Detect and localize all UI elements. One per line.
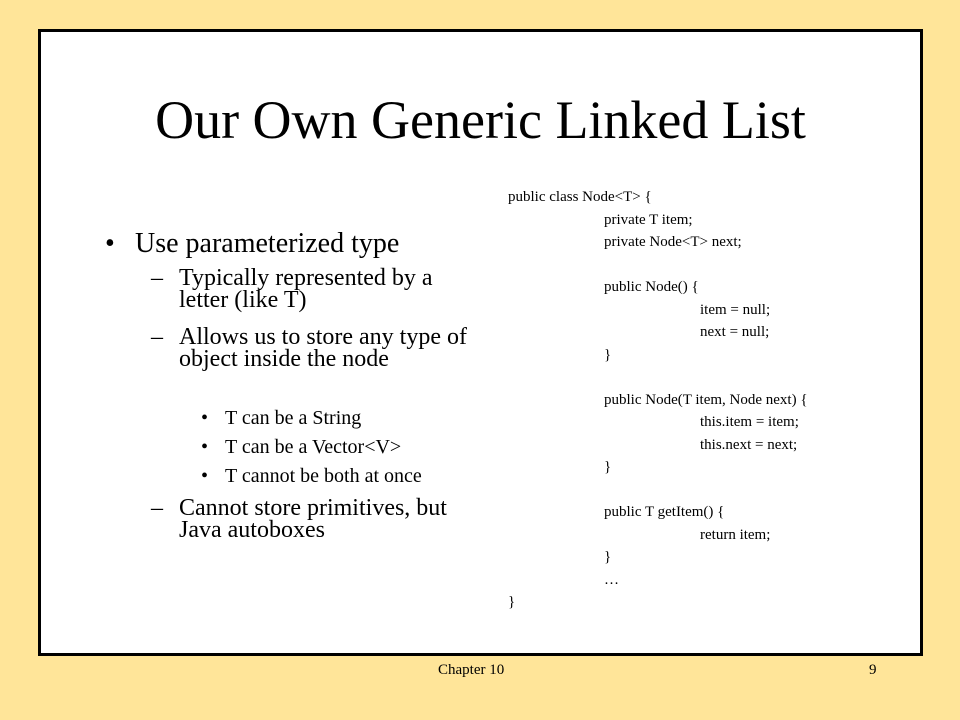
sub-bullet-1-text: Typically represented by a letter (like T) xyxy=(179,265,433,313)
subsub-bullet-3-text: T cannot be both at once xyxy=(225,465,422,487)
subsub-bullet-2-text: T can be a Vector<V> xyxy=(225,436,402,458)
dash-marker: – xyxy=(151,265,163,291)
code-line: } xyxy=(604,459,612,475)
code-line: private Node<T> next; xyxy=(604,234,742,250)
code-line: private T item; xyxy=(604,211,693,228)
code-line xyxy=(508,366,808,389)
code-line xyxy=(508,479,808,502)
sub-bullet-3-text: Cannot store primitives, but Java autoboxes xyxy=(179,495,447,543)
code-line: this.next = next; xyxy=(700,436,798,453)
slide-panel xyxy=(38,29,923,656)
code-line: … xyxy=(604,571,619,588)
slide-title: Our Own Generic Linked List xyxy=(155,90,806,150)
code-line xyxy=(508,254,808,277)
code-line: return item; xyxy=(700,526,771,543)
bullet-main-text: Use parameterized type xyxy=(135,228,400,259)
code-line: next = null; xyxy=(700,324,770,340)
code-line: } xyxy=(508,594,516,610)
footer-page-number: 9 xyxy=(869,662,877,678)
code-block xyxy=(508,186,808,614)
dash-marker: – xyxy=(151,324,163,350)
bullet-dot: • xyxy=(201,436,209,458)
subsub-bullet-1-text: T can be a String xyxy=(225,407,362,429)
bullet-dot: • xyxy=(201,465,209,487)
bullet-dot: • xyxy=(201,407,209,429)
code-line: public class Node<T> { xyxy=(508,189,652,205)
code-line: } xyxy=(604,549,612,565)
code-line: public Node() { xyxy=(604,279,699,295)
code-line: this.item = item; xyxy=(700,414,799,430)
code-line: public Node(T item, Node next) { xyxy=(604,391,808,408)
code-line: } xyxy=(604,346,612,363)
footer-chapter: Chapter 10 xyxy=(438,662,505,678)
sub-bullet-2-text: Allows us to store any type of object inside the node xyxy=(179,324,467,372)
code-line: item = null; xyxy=(700,301,771,318)
dash-marker: – xyxy=(151,495,163,521)
bullet-dot: • xyxy=(105,228,115,259)
code-line: public T getItem() { xyxy=(604,504,725,520)
